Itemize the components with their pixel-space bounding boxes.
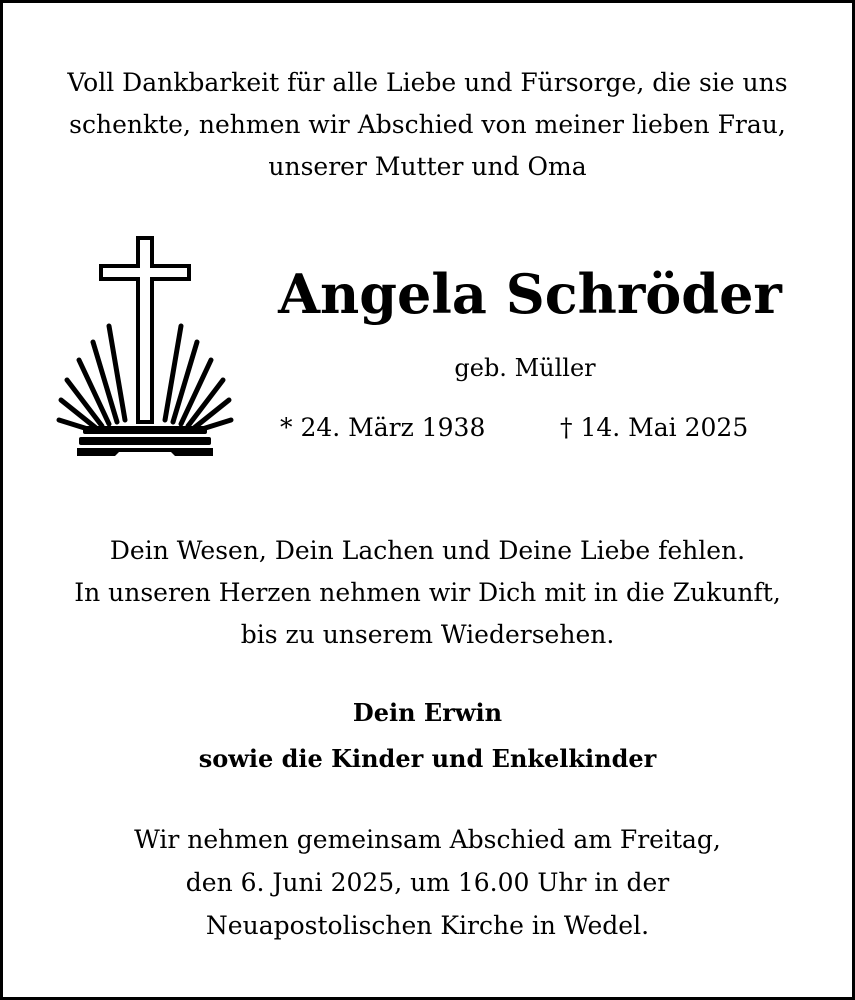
intro-line: schenkte, nehmen wir Abschied von meiner lieben Frau,: [69, 110, 786, 139]
birth-date: * 24. März 1938: [280, 413, 486, 442]
verse-line: Dein Wesen, Dein Lachen und Deine Liebe fehlen.: [109, 536, 746, 565]
intro-text: [20, 62, 835, 188]
memorial-verse: [10, 530, 845, 656]
deceased-name: Angela Schröder: [278, 262, 782, 326]
intro-line: Voll Dankbarkeit für alle Liebe und Fürsorge, die sie uns: [67, 68, 788, 97]
verse-line: bis zu unserem Wiedersehen.: [240, 620, 615, 649]
mourners-signature: [20, 690, 835, 782]
mourner-line: Dein Erwin: [352, 698, 503, 727]
cross-with-sunrise-icon: [55, 232, 235, 464]
intro-line: unserer Mutter und Oma: [268, 152, 587, 181]
service-line: Wir nehmen gemeinsam Abschied am Freitag,: [134, 825, 721, 854]
service-line: den 6. Juni 2025, um 16.00 Uhr in der: [185, 868, 670, 897]
funeral-service-info: [20, 818, 835, 947]
service-line: Neuapostolischen Kirche in Wedel.: [205, 911, 650, 940]
death-date: † 14. Mai 2025: [560, 413, 749, 442]
maiden-name: geb. Müller: [454, 354, 596, 382]
mourner-line: sowie die Kinder und Enkelkinder: [198, 744, 657, 773]
verse-line: In unseren Herzen nehmen wir Dich mit in die Zukunft,: [74, 578, 781, 607]
